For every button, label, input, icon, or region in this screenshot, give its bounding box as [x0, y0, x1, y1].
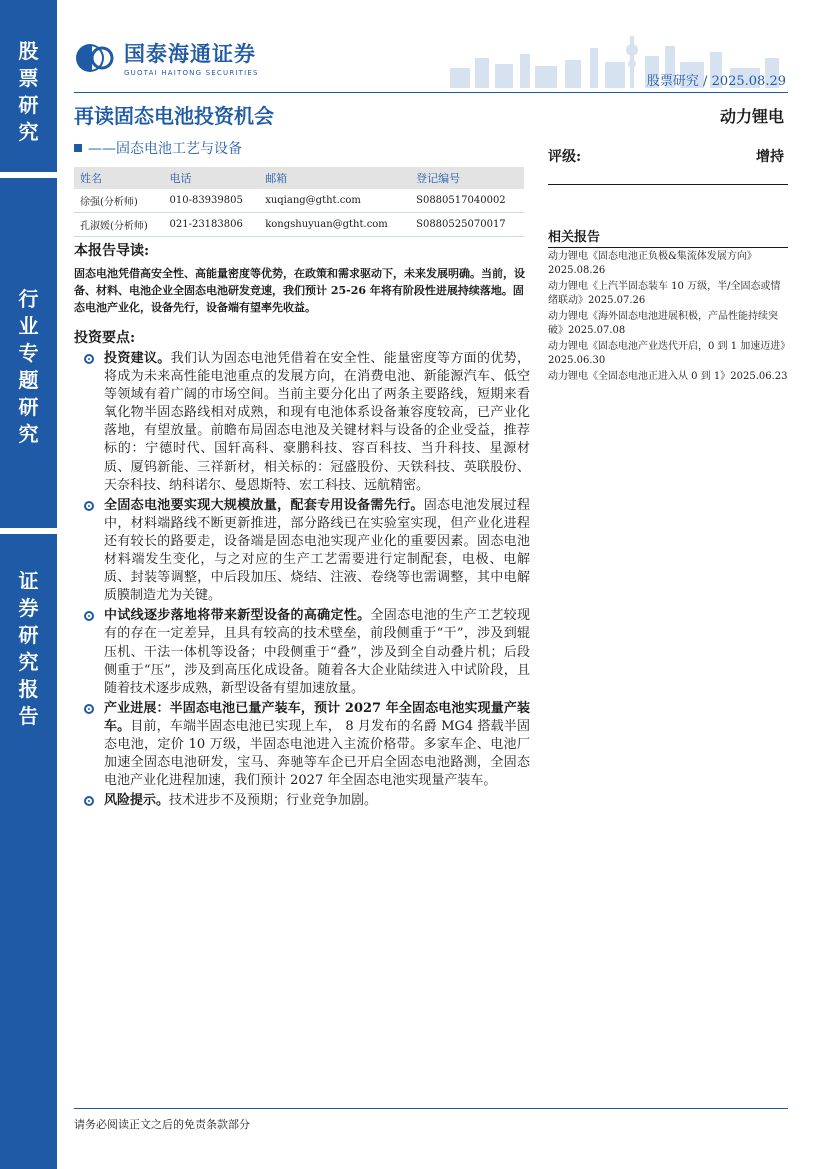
industry-label: 动力锂电 [719, 107, 784, 126]
sidebar-tab-char: 告 [18, 704, 39, 728]
point-lead: 产业进展：半固态电池已量产装车，预计 2027 年全固态电池实现量产装车。 [104, 700, 530, 734]
logo-name-cn: 国泰海通证券 [124, 42, 256, 66]
sidebar-tab-stock-research [0, 38, 57, 146]
circle-bullet-icon [84, 611, 94, 621]
sidebar-tab-char: 究 [18, 650, 39, 674]
guide-heading: 本报告导读: [74, 243, 150, 259]
disclaimer-note: 请务必阅读正文之后的免责条款部分 [74, 1118, 250, 1131]
sidebar-tab-char: 研 [18, 395, 39, 419]
list-item [84, 700, 530, 790]
point-text: 目前，车端半固态电池已实现上车， 8 月发布的名爵 MG4 搭载半固态电池，定价 10 万级，半固态电池进入主流价格带。多家车企、电池厂加速全固态电池研发，宝马、奔驰等车企已开启全固态电池路测，全固态电池产业化进程加速，我们预计 2027 年全固态电池实现量产装车。 [104, 718, 530, 789]
circle-bullet-icon [84, 704, 94, 714]
rating-divider [548, 184, 788, 185]
sidebar-tab-char: 报 [18, 677, 39, 701]
related-report-link[interactable]: 动力锂电《上汽半固态装车 10 万级，半/全固态或情绪联动》2025.07.26 [548, 281, 781, 306]
analyst-phone: 021-23183806 [163, 213, 259, 237]
circle-bullet-icon [84, 501, 94, 511]
column-header: 电话 [163, 167, 259, 189]
list-item [84, 607, 530, 697]
sidebar-tab-char: 券 [18, 596, 39, 620]
point-text: 全固态电池的生产工艺较现有的存在一定差异，且具有较高的技术壁垒，前段侧重于“干”，涉及到辊压机、干法一体机等设备；中段侧重于“叠”，涉及到全自动叠片机；后段侧重于“压”，涉及到高压化成设备。随着各大企业陆续进入中试阶段，且随着技术逐步成熟，新型设备有望加速放量。 [104, 608, 530, 696]
sidebar-separator [0, 172, 57, 178]
table-header-row [74, 167, 524, 189]
rating [548, 146, 788, 166]
column-header: 登记编号 [410, 167, 524, 189]
circle-bullet-icon [84, 796, 94, 806]
sidebar-tab-char: 行 [18, 287, 39, 311]
column-header: 姓名 [74, 167, 163, 189]
sidebar-tab-industry-research [0, 286, 57, 448]
sidebar-tab-char: 股 [18, 39, 39, 63]
sidebar-tab-securities-report [0, 568, 57, 730]
subtitle-text: ——固态电池工艺与设备 [88, 141, 242, 157]
logo-icon [74, 42, 114, 74]
list-item [84, 497, 530, 606]
analyst-email[interactable]: xuqiang@gtht.com [259, 189, 410, 213]
sidebar-separator [0, 528, 57, 534]
footer-divider [74, 1108, 788, 1109]
key-points-heading: 投资要点: [74, 330, 136, 346]
guide-summary: 固态电池凭借高安全性、高能量密度等优势，在政策和需求驱动下，未来发展明确。当前，设备、材料、电池企业全固态电池研发竞速，我们预计 25-26 年将有阶段性进展持续落地。固态电池产业化，设备先行，设备端有望率先收益。 [74, 267, 525, 314]
related-report-link[interactable]: 动力锂电《固态电池正负极&集流体发展方向》2025.08.26 [548, 251, 757, 276]
analyst-reg-no: S0880525070017 [410, 213, 524, 237]
header-divider [74, 92, 788, 93]
sidebar-tab-char: 研 [18, 623, 39, 647]
list-item [84, 350, 530, 495]
analyst-reg-no: S0880517040002 [410, 189, 524, 213]
sidebar-tab-char: 专 [18, 341, 39, 365]
analyst-email[interactable]: kongshuyuan@gtht.com [259, 213, 410, 237]
related-report-link[interactable]: 动力锂电《海外固态电池进展积极，产品性能持续突破》2025.07.08 [548, 311, 778, 336]
report-title: 再读固态电池投资机会 [74, 104, 274, 128]
point-lead: 投资建议。 [104, 351, 171, 366]
square-bullet-icon [74, 144, 82, 152]
point-text: 固态电池发展过程中，材料端路线不断更新推进，部分路线已在实验室实现，但产业化进程还有较长的路要走，设备端是固态电池实现产业化的重要因素。固态电池材料端发生变化，与之对应的生产工艺需要进行定制配套，电极、电解质、封装等调整，中后段加压、烧结、注液、卷绕等也需调整，其中电解质膜制造尤为关键。 [104, 497, 530, 604]
analyst-name: 徐强(分析师) [74, 189, 163, 213]
table-row [74, 213, 524, 237]
report-subtitle [74, 138, 242, 158]
company-logo [74, 38, 259, 77]
analyst-name: 孔淑媛(分析师) [74, 213, 163, 237]
logo-name-en: GUOTAI HAITONG SECURITIES [124, 69, 259, 77]
related-reports [548, 226, 788, 384]
circle-bullet-icon [84, 354, 94, 364]
sidebar-tab-char: 题 [18, 368, 39, 392]
related-reports-title: 相关报告 [548, 226, 788, 248]
rating-label: 评级: [548, 149, 582, 165]
rating-value: 增持 [756, 149, 784, 165]
key-points-list [84, 350, 530, 810]
sidebar-tab-char: 研 [18, 93, 39, 117]
report-type-date: 股票研究 / 2025.08.29 [646, 74, 786, 89]
sidebar-tab-char: 究 [18, 120, 39, 144]
column-header: 邮箱 [259, 167, 410, 189]
point-text: 技术进步不及预期；行业竞争加剧。 [169, 793, 378, 809]
sidebar-tab-char: 证 [18, 569, 39, 593]
related-report-link[interactable]: 动力锂电《全固态电池正进入从 0 到 1》2025.06.23 [548, 371, 788, 382]
sidebar-tab-char: 究 [18, 422, 39, 446]
point-lead: 中试线逐步落地将带来新型设备的高确定性。 [104, 608, 371, 624]
point-lead: 全固态电池要实现大规模放量，配套专用设备需先行。 [104, 497, 424, 513]
sidebar-tab-char: 票 [18, 66, 39, 90]
list-item [84, 792, 530, 810]
analyst-table [74, 167, 524, 237]
point-lead: 风险提示。 [104, 793, 170, 809]
sidebar-tab-char: 业 [18, 314, 39, 338]
point-text: 我们认为固态电池凭借着在安全性、能量密度等方面的优势，将成为未来高性能电池重点的发展方向，在消费电池、新能源汽车、低空等领域有着广阔的市场空间。当前主要分化出了两条主要路线，短期来看氧化物半固态路线相对成熟，和现有电池体系设备兼容度较高，已产业化落地，有望放量。前瞻布局固态电池及关键材料与设备的企业受益，推荐标的：宁德时代、国轩高科、豪鹏科技、容百科技、当升科技、星源材质、厦钨新能、三祥新材，相关标的：冠盛股份、天铁科技、英联股份、天奈科技、纳科诺尔、曼恩斯特、宏工科技、远航精密。 [104, 351, 530, 493]
analyst-phone: 010-83939805 [163, 189, 259, 213]
related-report-link[interactable]: 动力锂电《固态电池产业迭代开启，0 到 1 加速迈进》2025.06.30 [548, 341, 786, 366]
table-row [74, 189, 524, 213]
